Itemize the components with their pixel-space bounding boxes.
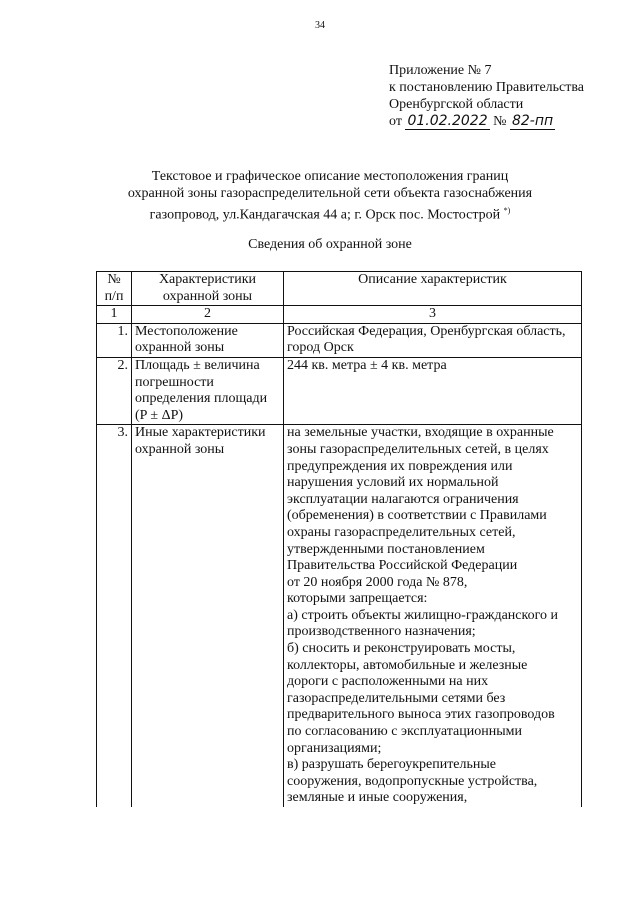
row-description: Российская Федерация, Оренбургская область, город Орск: [284, 323, 582, 357]
zone-info-table: [96, 271, 582, 807]
handwritten-date: 01.02.2022: [407, 113, 488, 129]
footnote-mark: *): [503, 206, 511, 215]
desc-line: на земельные участки, входящие в охранные: [287, 425, 554, 441]
desc-line: нарушения условий их нормальной: [287, 475, 499, 491]
appendix-block: [389, 62, 584, 130]
desc-line: зоны газораспределительных сетей, в целях: [287, 441, 549, 457]
table-row: [97, 323, 582, 357]
desc-line: предварительного выноса этих газопроводов: [287, 707, 555, 723]
row-description: [284, 425, 582, 807]
table-row: [97, 357, 582, 424]
appendix-line-2: к постановлению Правительства: [389, 80, 585, 95]
desc-line: которыми запрещается:: [287, 591, 428, 607]
appendix-date-line: [389, 113, 584, 130]
section-subtitle: Сведения об охранной зоне: [248, 237, 412, 252]
header-description: Описание характеристик: [284, 272, 582, 306]
row-description: 244 кв. метра ± 4 кв. метра: [284, 357, 582, 424]
row-number: 2.: [97, 357, 132, 424]
desc-line: организациями;: [287, 740, 382, 756]
appendix-line-3: Оренбургской области: [389, 97, 524, 112]
index-cell: 2: [132, 306, 284, 324]
row-number: 1.: [97, 323, 132, 357]
number-prefix: №: [493, 114, 507, 129]
header-num: № п/п: [97, 272, 132, 306]
desc-line: земляные и иные сооружения,: [287, 790, 468, 806]
handwritten-number: 82-пп: [511, 113, 554, 129]
document-title: [100, 168, 560, 224]
desc-line: газораспределительными сетями без: [287, 690, 506, 706]
table-row: [97, 425, 582, 807]
desc-line: (обременения) в соответствии с Правилами: [287, 508, 547, 524]
index-cell: 1: [97, 306, 132, 324]
row-characteristic: Площадь ± величина погрешности определения площади (P ± ΔP): [132, 357, 284, 424]
table-header-row: [97, 272, 582, 306]
desc-line: эксплуатации налагаются ограничения: [287, 491, 519, 507]
header-characteristics: Характеристики охранной зоны: [132, 272, 284, 306]
appendix-line-1: Приложение № 7: [389, 63, 492, 78]
desc-line: предупреждения их повреждения или: [287, 458, 513, 474]
page-number: 34: [315, 20, 325, 31]
index-cell: 3: [284, 306, 582, 324]
row-characteristic: Иные характеристики охранной зоны: [132, 425, 284, 807]
desc-line: Правительства Российской Федерации: [287, 558, 518, 574]
title-line-1: Текстовое и графическое описание местоположения границ: [151, 169, 509, 184]
desc-line: по согласованию с эксплуатационными: [287, 724, 522, 740]
desc-line: сооружения, водопропускные устройства,: [287, 773, 538, 789]
desc-line: охраны газораспределительных сетей,: [287, 524, 516, 540]
desc-line: утвержденными постановлением: [287, 541, 485, 557]
row-number: 3.: [97, 425, 132, 807]
desc-line: от 20 ноября 2000 года № 878,: [287, 574, 468, 590]
title-line-3-text: газопровод, ул.Кандагачская 44 а; г. Орск пос. Мостострой: [149, 207, 501, 223]
title-line-2: охранной зоны газораспределительной сети объекта газоснабжения: [127, 186, 533, 201]
row-characteristic: Местоположение охранной зоны: [132, 323, 284, 357]
date-prefix: от: [389, 114, 402, 129]
desc-line: в) разрушать берегоукрепительные: [287, 757, 497, 773]
title-line-3: [100, 202, 560, 224]
table-index-row: [97, 306, 582, 324]
desc-line: дороги с расположенными на них: [287, 674, 489, 690]
desc-line: а) строить объекты жилищно-гражданского и: [287, 607, 558, 623]
desc-line: б) сносить и реконструировать мосты,: [287, 641, 516, 657]
desc-line: производственного назначения;: [287, 624, 476, 640]
desc-line: коллекторы, автомобильные и железные: [287, 657, 528, 673]
